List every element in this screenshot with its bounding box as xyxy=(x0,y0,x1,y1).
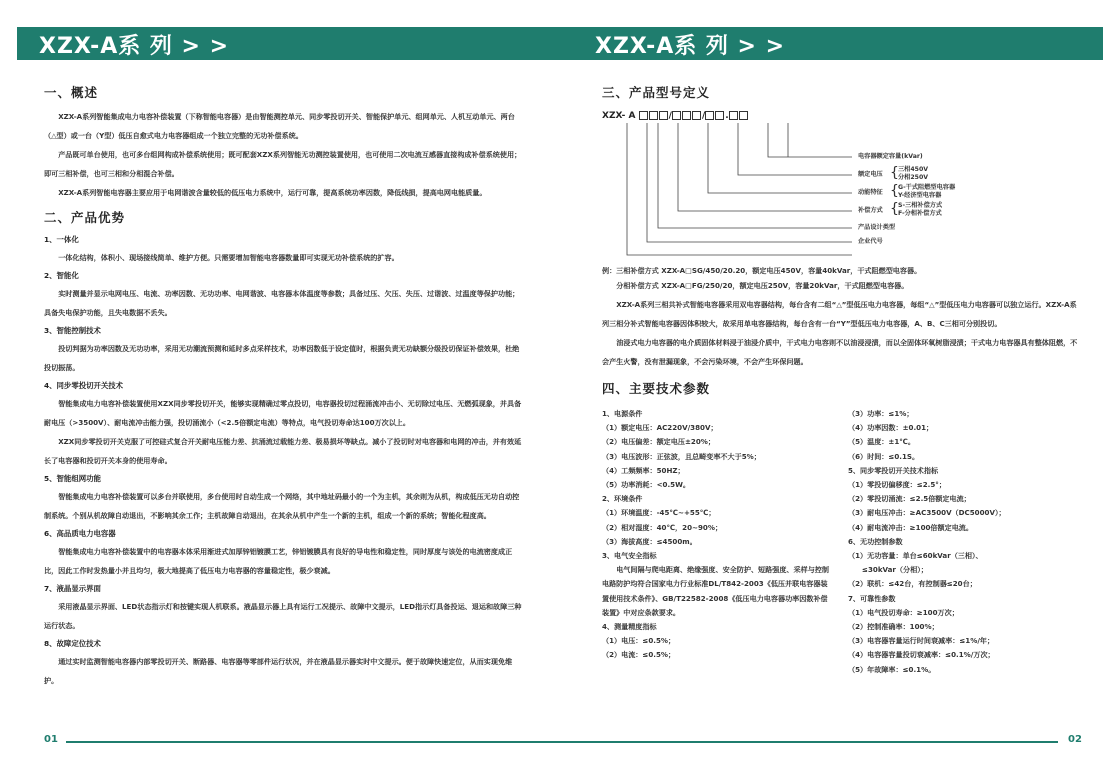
parameter-line: （2）电压偏差：额定电压±20%； xyxy=(602,437,715,447)
advantage-heading: 8、故障定位技术 xyxy=(44,639,101,648)
description-paragraph: 油浸式电力电容器的电介质固体材料浸于油浸介质中，干式电力电容则不以油浸浸渍，而以全固体环氧树脂浸渍；干式电力电容器具有整体阻燃，不会产生火警，没有泄漏现象，不会污染环境，不会产生环保问题。 xyxy=(602,338,1078,366)
parameter-line: （3）电压波形：正弦波，且总畸变率不大于5%； xyxy=(602,451,761,461)
section-title-model: 三、产品型号定义 xyxy=(602,85,711,100)
parameter-line: （3）功率：≤1%； xyxy=(848,409,914,418)
compensation-option: F-分相补偿方式 xyxy=(898,210,942,217)
parameter-line: （2）相对湿度：40℃，20~90%； xyxy=(602,522,723,532)
advantages-list xyxy=(44,231,522,690)
parameter-line: （1）无功容量：单台≤60kVar（三相）、 xyxy=(848,551,983,561)
parameter-line: 6、无功控制参数 xyxy=(848,536,903,546)
parameter-line: （2）控制准确率：100%； xyxy=(848,622,939,632)
description-paragraph: XZX-A系列三相共补式智能电容器采用双电容器结构，每台含有二组“△”型低压电力电容器，每组“△”型低压电力电容器可以独立运行。XZX-A系列三相分补式智能电容器因体积较大，故采用单电容器结构，每台含有一台“Y”型低压电力电容器，A、B、C三相可分别投切。 xyxy=(602,300,1077,328)
header-band xyxy=(560,27,1103,60)
parameter-line: （5）功率消耗：<0.5W。 xyxy=(602,480,691,490)
advantage-heading: 2、智能化 xyxy=(44,271,79,280)
advantage-item xyxy=(44,231,522,267)
overview-paragraph: XZX-A系列智能集成电力电容补偿装置（下称智能电容器）是由智能测控单元、同步零投切开关、智能保护单元、组网单元、人机互动单元、两台（△型）或一台（Y型）低压自愈式电力电容器组成一个独立完整的无功补偿系统。 xyxy=(44,112,515,140)
parameter-line: （6）时间：≤0.1S。 xyxy=(848,451,920,461)
right-page xyxy=(560,0,1120,765)
advantage-text: 采用液晶显示界面、LED状态指示灯和按键实现人机联系。液晶显示器上具有运行工况提示、故障中文提示，LED指示灯具备投运、退运和故障三种运行状态。 xyxy=(44,602,522,630)
label-compensation: 补偿方式 xyxy=(858,207,883,214)
advantage-text: 通过实时监测智能电容器内部零投切开关、断路器、电容器等零部件运行状况，并在液晶显示器实时中文提示。便于故障快速定位，从而实现免维护。 xyxy=(44,657,513,685)
compensation-option: S-三相补偿方式 xyxy=(898,202,943,209)
right-content xyxy=(602,83,1080,677)
model-connector-lines xyxy=(602,111,862,261)
label-voltage: 额定电压 xyxy=(858,171,883,178)
parameter-line: （4）耐电流冲击：≥100倍额定电流。 xyxy=(848,522,973,532)
page-number: 01 xyxy=(44,734,58,745)
parameter-line: （1）环境温度：-45℃~+55℃； xyxy=(602,508,716,518)
brace-icon: { xyxy=(890,183,899,199)
parameters-columns xyxy=(602,407,1080,677)
advantage-item xyxy=(44,635,522,690)
parameter-line: 4、测量精度指标 xyxy=(602,622,657,632)
overview-paragraph: XZX-A系列智能电容器主要应用于电网谐波含量较低的低压电力系统中，运行可靠，提高系统功率因数，降低线损，提高电网电能质量。 xyxy=(58,188,487,197)
series-title: XZX-A系 列 > > xyxy=(595,34,786,59)
dynamic-option: Y-经济型电容器 xyxy=(898,192,942,199)
advantage-item xyxy=(44,525,522,580)
advantage-heading: 3、智能控制技术 xyxy=(44,326,101,335)
parameter-line: ≤30kVar（分相）； xyxy=(862,565,928,575)
parameter-line: 5、同步零投切开关技术指标 xyxy=(848,465,939,475)
parameters-column-2 xyxy=(848,407,1080,677)
parameter-line: 2、环境条件 xyxy=(602,494,643,504)
brace-icon: { xyxy=(890,165,899,181)
advantage-item xyxy=(44,377,522,470)
advantage-heading: 1、一体化 xyxy=(44,235,79,244)
overview-paragraph: 产品既可单台使用，也可多台组网构成补偿系统使用；既可配套XZX系列智能无功测控装置使用，也可使用二次电流互感器直接构成补偿系统使用；即可三相补偿，也可三相和分相混合补偿。 xyxy=(44,150,522,178)
parameter-line: 电气间隔与爬电距离、绝缘强度、安全防护、短路强度、采样与控制电路防护均符合国家电力行业标准DL/T842-2003《低压并联电容器装置使用技术条件》、GB/T22582-2008《低压电力电容器功率因数补偿装置》中对应条款要求。 xyxy=(602,565,829,617)
left-content xyxy=(44,83,522,690)
label-dynamic: 动能特征 xyxy=(858,189,883,196)
example-line: 例：三相补偿方式 XZX-A□SG/450/20.20，额定电压450V，容量40kVar，干式阻燃型电容器。 xyxy=(602,266,922,275)
advantage-item xyxy=(44,322,522,377)
model-prefix: XZX- A xyxy=(602,111,636,121)
advantage-heading: 5、智能组网功能 xyxy=(44,474,101,483)
advantage-text: 一体化结构，体积小、现场接线简单、维护方便。只需要增加智能电容器数量即可实现无功补偿系统的扩容。 xyxy=(58,253,399,262)
model-code: XZX- A / / . xyxy=(602,111,749,121)
brace-icon: { xyxy=(890,201,899,217)
parameter-line: （4）功率因数：±0.01； xyxy=(848,423,934,433)
parameter-line: （4）工频频率：50HZ； xyxy=(602,465,685,475)
parameter-line: 1、电源条件 xyxy=(602,409,643,418)
advantage-heading: 4、同步零投切开关技术 xyxy=(44,381,124,390)
parameter-line: （3）耐电压冲击：≥AC3500V（DC5000V）； xyxy=(848,508,1006,518)
voltage-option: 三相450V xyxy=(898,166,929,173)
parameter-line: （1）零投切偏移度：≤2.5°； xyxy=(848,480,946,490)
voltage-option: 分相250V xyxy=(898,174,929,181)
parameter-line: 3、电气安全指标 xyxy=(602,551,657,561)
advantage-item xyxy=(44,470,522,525)
advantage-text: 智能集成电力电容补偿装置可以多台并联使用，多台使用时自动生成一个网络，其中地址码最小的一个为主机，其余则为从机，构成低压无功自动控制系统。个别从机故障自动退出，不影响其余工作；主机故障自动退出，在其余从机中产生一个新的主机，组成一个新的系统；智能化程度高。 xyxy=(44,492,520,520)
parameter-line: （2）联机：≤42台，有控制器≤20台； xyxy=(848,579,977,589)
advantage-text: 智能集成电力电容补偿装置使用XZX同步零投切开关，能够实现精确过零点投切，电容器投切过程涌流冲击小、无切除过电压、无燃弧现象，并具备耐电压（>3500V）、耐电流冲击能力强，投切涌流小（<2.5倍额定电流）等特点，电气投切寿命达100万次以上。 xyxy=(44,399,522,427)
advantage-item xyxy=(44,580,522,635)
label-company: 企业代号 xyxy=(858,238,883,245)
advantage-text: 投切判据为功率因数及无功功率，采用无功潮流预测和延时多点采样技术，功率因数低于设定值时，根据负责无功缺额分级投切保证补偿效果，杜绝投切振荡。 xyxy=(44,344,520,372)
advantage-heading: 6、高品质电力电容器 xyxy=(44,529,116,538)
parameter-line: （3）海拔高度：≤4500m。 xyxy=(602,536,697,546)
example-line: 分相补偿方式 XZX-A□FG/250/20，额定电压250V，容量20kVar，干式阻燃型电容器。 xyxy=(616,281,909,290)
parameter-line: （1）额定电压：AC220V/380V； xyxy=(602,423,718,433)
parameter-line: （5）温度：±1℃。 xyxy=(848,437,915,447)
parameters-column-1 xyxy=(602,407,834,677)
parameter-line: （5）年故障率：≤0.1%。 xyxy=(848,664,936,674)
label-capacity: 电容器额定容量(kVar) xyxy=(858,153,923,160)
parameter-line: （3）电容器容量运行时间衰减率：≤1%/年； xyxy=(848,636,995,646)
header-band xyxy=(17,27,560,60)
section-title-advantages: 二、产品优势 xyxy=(44,210,126,225)
parameter-line: （1）电压：≤0.5%； xyxy=(602,636,676,646)
advantage-text: XZX同步零投切开关克服了可控硅式复合开关耐电压能力差、抗涌流过载能力差、极易损坏等缺点。减小了投切时对电容器和电网的冲击，并有效延长了电容器和投切开关本身的使用寿命。 xyxy=(44,437,522,465)
series-title: XZX-A系 列 > > xyxy=(39,34,230,59)
footer-rule xyxy=(560,741,1058,743)
parameter-line: （4）电容器容量投切衰减率：≤0.1%/万次； xyxy=(848,650,995,660)
page-number: 02 xyxy=(1068,734,1082,745)
advantage-text: 实时测量并显示电网电压、电流、功率因数、无功功率、电网谐波、电容器本体温度等参数；具备过压、欠压、失压、过谐波、过温度等保护功能；具备失电保护功能，且失电数据不丢失。 xyxy=(44,289,520,317)
footer-rule xyxy=(66,741,560,743)
parameter-line: （2）零投切涌流：≤2.5倍额定电流； xyxy=(848,494,971,504)
dynamic-option: G-干式阻燃型电容器 xyxy=(898,184,956,191)
section-title-parameters: 四、主要技术参数 xyxy=(602,381,711,396)
advantage-item xyxy=(44,267,522,322)
label-design: 产品设计类型 xyxy=(858,224,896,231)
advantage-heading: 7、液晶显示界面 xyxy=(44,584,101,593)
parameter-line: （1）电气投切寿命：≥100万次； xyxy=(848,607,959,617)
section-title-overview: 一、概述 xyxy=(44,85,99,100)
parameter-line: （2）电流：≤0.5%； xyxy=(602,650,676,660)
model-diagram xyxy=(602,111,1080,261)
parameter-line: 7、可靠性参数 xyxy=(848,593,896,603)
advantage-text: 智能集成电力电容补偿装置中的电容器本体采用渐进式加厚锌铝镀膜工艺，锌铝镀膜具有良好的导电性和稳定性，同时厚度与该处的电流密度成正比，因此工作时发热量小并且均匀，极大地提高了低压电力电容器的容量稳定性，极少衰减。 xyxy=(44,547,513,575)
